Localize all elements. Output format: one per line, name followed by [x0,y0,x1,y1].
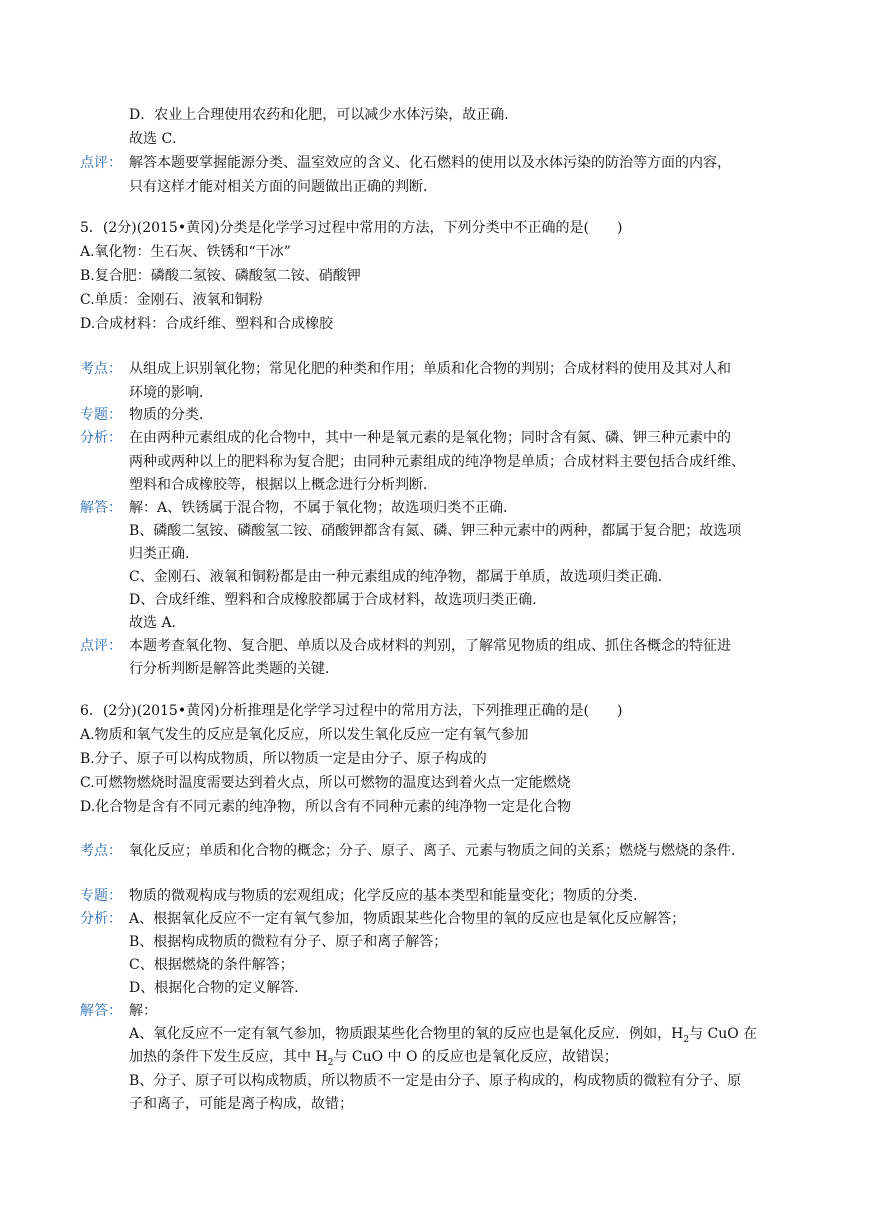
q5-option-c: C.单质：金刚石、液氧和铜粉 [80,292,263,308]
q6-jieda-line [129,1047,618,1067]
q5-jieda-label: 解答： [80,500,122,516]
q5-option-b: B.复合肥：磷酸二氢铵、磷酸氢二铵、硝酸钾 [80,268,361,284]
q5-jieda-line: 解：A、铁锈属于混合物，不属于氧化物；故选项归类不正确． [129,500,518,516]
q6-jieda-label: 解答： [80,1003,122,1019]
q6-jieda-line: B、分子、原子可以构成物质，所以物质不一定是由分子、原子构成的，构成物质的微粒有分子、原 [129,1073,742,1089]
q6-option-a: A.物质和氧气发生的反应是氧化反应，所以发生氧化反应一定有氧气参加 [80,727,529,743]
q6-fenxi-label: 分析： [80,911,122,927]
q5-answer: 故选 A． [129,615,186,631]
q5-fenxi-line: 两种或两种以上的肥料称为复合肥；由同种元素组成的纯净物是单质；合成材料主要包括合成纤维、 [129,454,745,470]
q6-jieda-line: 解： [129,1003,157,1019]
q5-kaodian-line: 环境的影响． [129,385,213,401]
q5-option-d: D.合成材料：合成纤维、塑料和合成橡胶 [80,316,334,332]
q6-fenxi-line: B、根据构成物质的微粒有分子、原子和离子解答； [129,934,448,950]
q4-comment-line: 只有这样才能对相关方面的问题做出正确的判断． [129,179,437,195]
q5-question: 5．(2分)(2015•黄冈)分类是化学学习过程中常用的方法，下列分类中不正确的是( ) [80,220,623,236]
q6-question: 6．(2分)(2015•黄冈)分析推理是化学学习过程中的常用方法，下列推理正确的是( ) [80,703,623,719]
q6-fenxi-line: C、根据燃烧的条件解答； [129,957,294,973]
q6-fenxi-line: D、根据化合物的定义解答． [129,980,309,996]
q5-kaodian-line: 从组成上识别氧化物；常见化肥的种类和作用；单质和化合物的判别；合成材料的使用及其对人和 [129,361,731,377]
q6-jieda-a2-text: 与 CuO 中 O 的反应也是氧化反应，故错误； [333,1049,618,1065]
q6-jieda-a1-text: 与 CuO 在 [689,1026,758,1042]
subscript: 2 [327,1057,334,1068]
q6-fenxi-line: A、根据氧化反应不一定有氧气参加，物质跟某些化合物里的氧的反应也是氧化反应解答； [129,911,686,927]
q5-jieda-line: C、金刚石、液氧和铜粉都是由一种元素组成的纯净物，都属于单质，故选项归类正确． [129,569,672,585]
q6-jieda-a1-text: A、氧化反应不一定有氧气参加，物质跟某些化合物里的氧的反应也是氧化反应．例如，H [129,1026,684,1042]
q5-zhuanti: 物质的分类． [129,407,213,423]
q4-comment-line: 解答本题要掌握能源分类、温室效应的含义、化石燃料的使用以及水体污染的防治等方面的内容， [129,155,731,171]
q5-jieda-line: D、合成纤维、塑料和合成橡胶都属于合成材料，故选项归类正确． [129,592,547,608]
q4-comment-label: 点评： [80,155,122,171]
q6-kaodian: 氧化反应；单质和化合物的概念；分子、原子、离子、元素与物质之间的关系；燃烧与燃烧的条件． [129,843,745,859]
q6-kaodian-label: 考点： [80,843,122,859]
q6-option-d: D.化合物是含有不同元素的纯净物，所以含有不同种元素的纯净物一定是化合物 [80,799,572,815]
q5-dianping-line: 行分析判断是解答此类题的关键． [129,661,339,677]
q5-dianping-line: 本题考查氧化物、复合肥、单质以及合成材料的判别，了解常见物质的组成、抓住各概念的特征进 [129,638,731,654]
q5-jieda-line: 归类正确． [129,546,199,562]
q6-option-c: C.可燃物燃烧时温度需要达到着火点，所以可燃物的温度达到着火点一定能燃烧 [80,775,571,791]
q4-answer: 故选 C． [129,131,187,147]
q6-jieda-line [129,1024,757,1044]
q5-jieda-line: B、磷酸二氢铵、磷酸氢二铵、硝酸钾都含有氮、磷、钾三种元素中的两种，都属于复合肥；故选项 [129,523,742,539]
q5-dianping-label: 点评： [80,638,122,654]
q6-zhuanti: 物质的微观构成与物质的宏观组成；化学反应的基本类型和能量变化；物质的分类． [129,888,647,904]
q5-fenxi-line: 塑料和合成橡胶等，根据以上概念进行分析判断． [129,477,437,493]
q6-jieda-line: 子和离子，可能是离子构成，故错； [129,1096,353,1112]
q4-option-d-explanation: D．农业上合理使用农药和化肥，可以减少水体污染，故正确． [129,107,519,123]
q5-fenxi-label: 分析： [80,430,122,446]
q5-kaodian-label: 考点： [80,361,122,377]
q6-jieda-a2-text: 加热的条件下发生反应，其中 H [129,1049,328,1065]
q5-option-a: A.氧化物：生石灰、铁锈和“干冰” [80,244,291,260]
q6-zhuanti-label: 专题： [80,888,122,904]
subscript: 2 [683,1034,690,1045]
q6-option-b: B.分子、原子可以构成物质，所以物质一定是由分子、原子构成的 [80,751,487,767]
q5-zhuanti-label: 专题： [80,407,122,423]
q5-fenxi-line: 在由两种元素组成的化合物中，其中一种是氧元素的是氧化物；同时含有氮、磷、钾三种元素中的 [129,430,731,446]
